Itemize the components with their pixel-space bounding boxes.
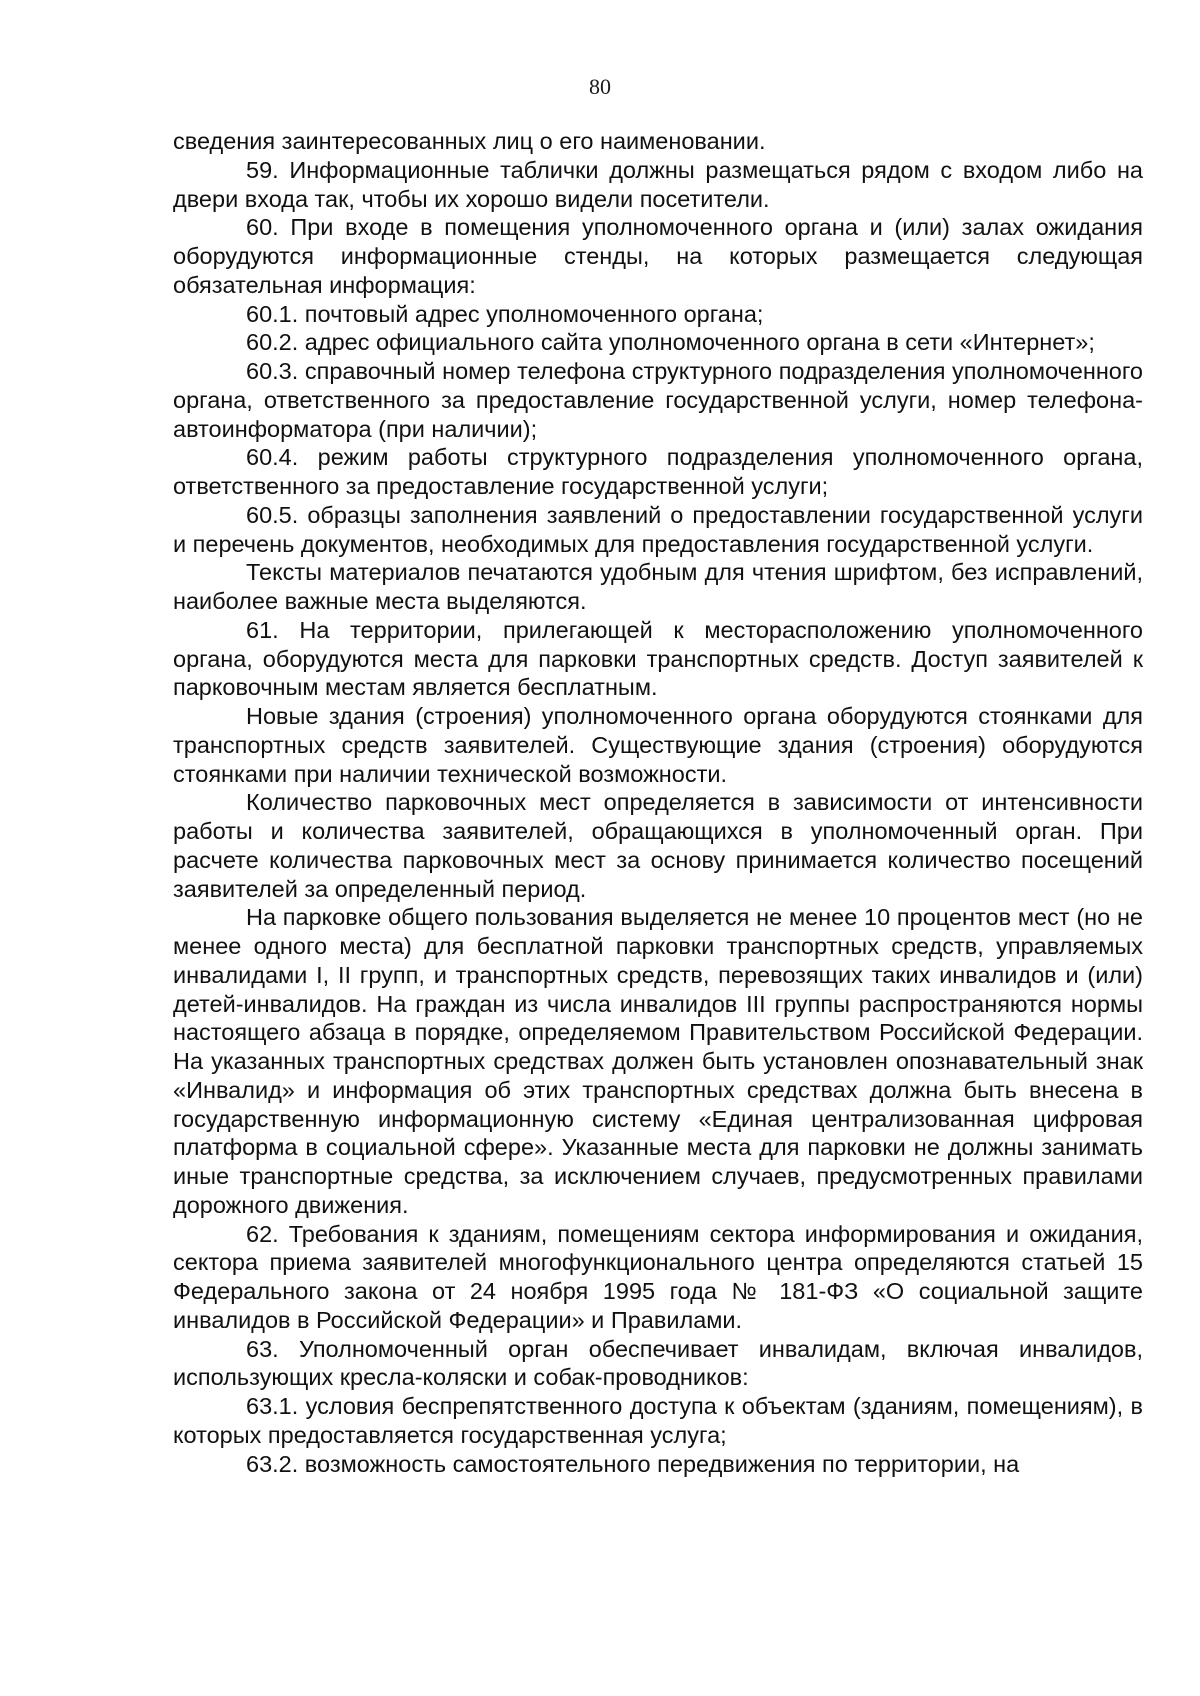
paragraph-63: 63. Уполномоченный орган обеспечивает инвалидам, включая инвалидов, использующих кресла-коляски и собак-проводников: (173, 1335, 1143, 1391)
paragraph-59: 59. Информационные таблички должны размещаться рядом с входом либо на двери входа так, чтобы их хорошо видели посетители. (173, 156, 1143, 212)
document-body (173, 127, 1143, 1478)
paragraph-texts-materials: Тексты материалов печатаются удобным для чтения шрифтом, без исправлений, наиболее важные места выделяются. (173, 559, 1143, 614)
paragraph-disabled-parking: На парковке общего пользования выделяется не менее 10 процентов мест (но не менее одного места) для бесплатной парковки транспортных средств, управляемых инвалидами I, II групп, и транспортных средств, перевозящих таких инвалидов и (или) детей-инвалидов. На граждан из числа инвалидов III группы распространяются нормы настоящего абзаца в порядке, определяемом Правительством Российской Федерации. На указанных транспортных средствах должен быть установлен опознавательный знак «Инвалид» и информация об этих транспортных средствах должна быть внесена в государственную информационную систему «Единая централизованная цифровая платформа в социальной сфере». Указанные места для парковки не должны занимать иные транспортные средства, за исключением случаев, предусмотренных правилами дорожного движения. (173, 904, 1143, 1218)
paragraph-63-2: 63.2. возможность самостоятельного передвижения по территории, на (246, 1450, 1020, 1477)
paragraph-62: 62. Требования к зданиям, помещениям сектора информирования и ожидания, сектора приема заявителей многофункционального центра определяются статьей 15 Федерального закона от 24 ноября 1995 года № 181-ФЗ «О социальной защите инвалидов в Российской Федерации» и Правилами. (173, 1220, 1143, 1333)
paragraph-new-buildings: Новые здания (строения) уполномоченного органа оборудуются стоянками для транспортных средств заявителей. Существующие здания (строения) оборудуются стоянками при наличии технической возможности. (173, 703, 1143, 787)
paragraph-61: 61. На территории, прилегающей к месторасположению уполномоченного органа, оборудуются места для парковки транспортных средств. Доступ заявителей к парковочным местам является бесплатным. (173, 616, 1143, 701)
paragraph-60-5: 60.5. образцы заполнения заявлений о предоставлении государственной услуги и перечень документов, необходимых для предоставления государственной услуги. (173, 501, 1143, 557)
paragraph-parking-count: Количество парковочных мест определяется в зависимости от интенсивности работы и количества заявителей, обращающихся в уполномоченный орган. При расчете количества парковочных мест за основу принимается количество посещений заявителей за определенный период. (173, 789, 1143, 902)
paragraph-60: 60. При входе в помещения уполномоченного органа и (или) залах ожидания оборудуются информационные стенды, на которых размещается следующая обязательная информация: (173, 214, 1143, 298)
paragraph-60-2: 60.2. адрес официального сайта уполномоченного органа в сети «Интернет»; (246, 329, 1095, 356)
paragraph-63-1: 63.1. условия беспрепятственного доступа к объектам (зданиям, помещениям), в которых предоставляется государственная услуга; (173, 1393, 1143, 1448)
paragraph-60-3: 60.3. справочный номер телефона структурного подразделения уполномоченного органа, ответственного за предоставление государственной услуги, номер телефона-автоинформатора (при наличии); (173, 358, 1143, 442)
page-number: 80 (589, 74, 611, 99)
paragraph-60-4: 60.4. режим работы структурного подразделения уполномоченного органа, ответственного за предоставление государственной услуги; (173, 444, 1143, 499)
paragraph-continuation: сведения заинтересованных лиц о его наименовании. (173, 128, 766, 154)
paragraph-60-1: 60.1. почтовый адрес уполномоченного органа; (246, 300, 764, 327)
